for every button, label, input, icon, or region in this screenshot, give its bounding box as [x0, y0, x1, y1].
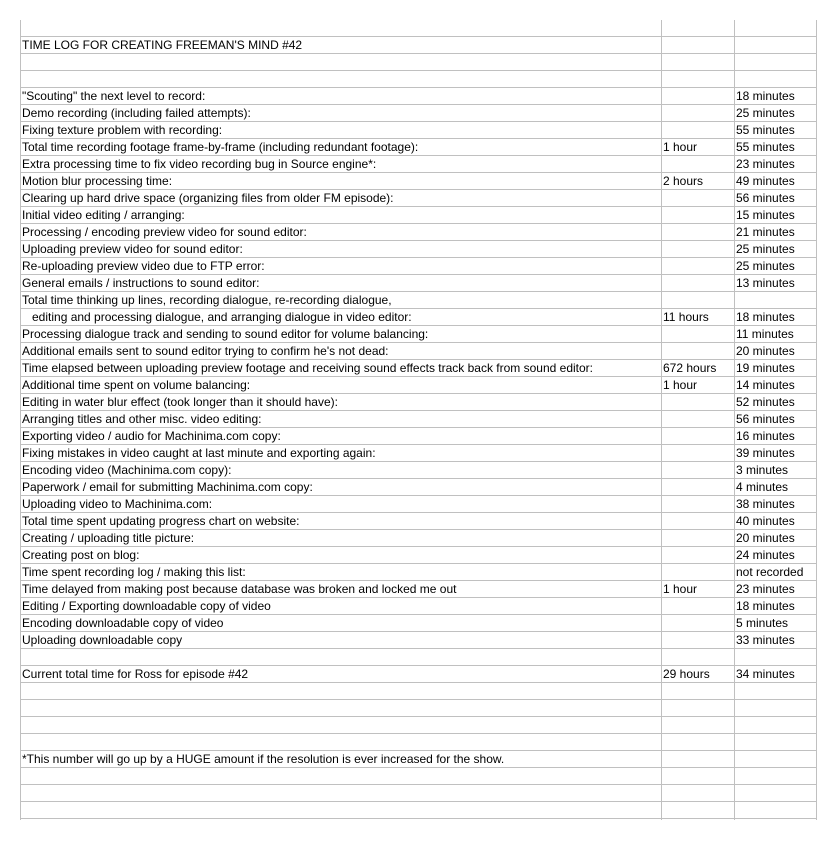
- description-cell[interactable]: Processing dialogue track and sending to sound editor for volume balancing:: [22, 327, 429, 341]
- table-row: [20, 326, 817, 343]
- table-row: [20, 598, 817, 615]
- description-cell[interactable]: Fixing mistakes in video caught at last minute and exporting again:: [22, 446, 376, 460]
- table-row: [20, 479, 817, 496]
- minutes-cell[interactable]: 11 minutes: [736, 327, 794, 341]
- table-row: [20, 547, 817, 564]
- minutes-cell[interactable]: 33 minutes: [736, 633, 795, 647]
- minutes-cell[interactable]: 56 minutes: [736, 412, 795, 426]
- hours-cell[interactable]: 1 hour: [663, 378, 698, 392]
- table-row: [20, 632, 817, 649]
- description-cell[interactable]: Clearing up hard drive space (organizing files from older FM episode):: [22, 191, 394, 205]
- description-cell[interactable]: "Scouting" the next level to record:: [22, 89, 206, 103]
- description-cell[interactable]: Extra processing time to fix video recording bug in Source engine*:: [22, 157, 377, 171]
- table-row: [20, 428, 817, 445]
- table-row: [20, 564, 817, 581]
- minutes-cell[interactable]: 49 minutes: [736, 174, 795, 188]
- minutes-cell[interactable]: 20 minutes: [736, 531, 795, 545]
- minutes-cell[interactable]: 55 minutes: [736, 140, 795, 154]
- table-row: [20, 581, 817, 598]
- hours-cell[interactable]: 1 hour: [663, 582, 698, 596]
- table-row: [20, 122, 817, 139]
- description-cell[interactable]: Editing / Exporting downloadable copy of video: [22, 599, 271, 613]
- description-cell[interactable]: Total time recording footage frame-by-frame (including redundant footage):: [22, 140, 419, 154]
- description-cell[interactable]: TIME LOG FOR CREATING FREEMAN'S MIND #42: [22, 38, 303, 52]
- minutes-cell[interactable]: 4 minutes: [736, 480, 789, 494]
- table-row: [20, 496, 817, 513]
- description-cell[interactable]: Editing in water blur effect (took longer than it should have):: [22, 395, 338, 409]
- description-cell[interactable]: Additional time spent on volume balancing:: [22, 378, 251, 392]
- description-cell[interactable]: Demo recording (including failed attempts):: [22, 106, 251, 120]
- hours-cell[interactable]: 29 hours: [663, 667, 710, 681]
- minutes-cell[interactable]: 14 minutes: [736, 378, 795, 392]
- minutes-cell[interactable]: not recorded: [736, 565, 804, 579]
- table-row: [20, 190, 817, 207]
- table-row: [20, 20, 817, 37]
- minutes-cell[interactable]: 13 minutes: [736, 276, 795, 290]
- description-cell[interactable]: Fixing texture problem with recording:: [22, 123, 223, 137]
- table-row: [20, 139, 817, 156]
- table-row: [20, 802, 817, 819]
- table-row: [20, 615, 817, 632]
- hours-cell[interactable]: 11 hours: [663, 310, 709, 324]
- minutes-cell[interactable]: 23 minutes: [736, 157, 795, 171]
- minutes-cell[interactable]: 18 minutes: [736, 89, 795, 103]
- hours-cell[interactable]: 672 hours: [663, 361, 717, 375]
- table-row: [20, 207, 817, 224]
- description-cell[interactable]: Encoding downloadable copy of video: [22, 616, 224, 630]
- table-row: [20, 462, 817, 479]
- minutes-cell[interactable]: 56 minutes: [736, 191, 795, 205]
- table-row: [20, 105, 817, 122]
- minutes-cell[interactable]: 40 minutes: [736, 514, 795, 528]
- table-row: [20, 683, 817, 700]
- table-row: [20, 666, 817, 683]
- minutes-cell[interactable]: 39 minutes: [736, 446, 795, 460]
- minutes-cell[interactable]: 52 minutes: [736, 395, 795, 409]
- description-cell[interactable]: Initial video editing / arranging:: [22, 208, 185, 222]
- table-row: [20, 768, 817, 785]
- table-row: [20, 224, 817, 241]
- minutes-cell[interactable]: 19 minutes: [736, 361, 795, 375]
- minutes-cell[interactable]: 21 minutes: [736, 225, 795, 239]
- description-cell[interactable]: Uploading downloadable copy: [22, 633, 183, 647]
- table-row: [20, 360, 817, 377]
- description-cell[interactable]: Motion blur processing time:: [22, 174, 173, 188]
- minutes-cell[interactable]: 15 minutes: [736, 208, 795, 222]
- minutes-cell[interactable]: 16 minutes: [736, 429, 795, 443]
- table-row: [20, 717, 817, 734]
- table-row: [20, 377, 817, 394]
- table-row: [20, 258, 817, 275]
- description-cell[interactable]: editing and processing dialogue, and arranging dialogue in video editor:: [22, 310, 412, 324]
- hours-cell[interactable]: 1 hour: [663, 140, 698, 154]
- minutes-cell[interactable]: 18 minutes: [736, 310, 795, 324]
- minutes-cell[interactable]: 55 minutes: [736, 123, 795, 137]
- table-row: [20, 700, 817, 717]
- description-cell[interactable]: Creating post on blog:: [22, 548, 140, 562]
- description-cell[interactable]: Additional emails sent to sound editor trying to confirm he's not dead:: [22, 344, 389, 358]
- description-cell[interactable]: Time delayed from making post because database was broken and locked me out: [22, 582, 457, 596]
- table-row: [20, 241, 817, 258]
- table-row: [20, 71, 817, 88]
- minutes-cell[interactable]: 25 minutes: [736, 259, 795, 273]
- description-cell[interactable]: Time elapsed between uploading preview footage and receiving sound effects track back from sound editor:: [22, 361, 594, 375]
- minutes-cell[interactable]: 25 minutes: [736, 106, 795, 120]
- table-row: [20, 445, 817, 462]
- table-row: [20, 513, 817, 530]
- minutes-cell[interactable]: 3 minutes: [736, 463, 789, 477]
- table-row: [20, 275, 817, 292]
- table-row: [20, 751, 817, 768]
- table-row: [20, 309, 817, 326]
- table-row: [20, 173, 817, 190]
- table-row: [20, 156, 817, 173]
- description-cell[interactable]: Uploading preview video for sound editor:: [22, 242, 243, 256]
- table-row: [20, 530, 817, 547]
- table-row: [20, 54, 817, 71]
- description-cell[interactable]: Encoding video (Machinima.com copy):: [22, 463, 232, 477]
- description-cell[interactable]: Uploading video to Machinima.com:: [22, 497, 213, 511]
- minutes-cell[interactable]: 38 minutes: [736, 497, 795, 511]
- description-cell[interactable]: Time spent recording log / making this list:: [22, 565, 246, 579]
- minutes-cell[interactable]: 20 minutes: [736, 344, 795, 358]
- description-cell[interactable]: Creating / uploading title picture:: [22, 531, 195, 545]
- table-row: [20, 292, 817, 309]
- table-row: [20, 37, 817, 54]
- hours-cell[interactable]: 2 hours: [663, 174, 704, 188]
- description-cell[interactable]: Arranging titles and other misc. video editing:: [22, 412, 262, 426]
- minutes-cell[interactable]: 5 minutes: [736, 616, 789, 630]
- description-cell[interactable]: Total time spent updating progress chart on website:: [22, 514, 300, 528]
- description-cell[interactable]: *This number will go up by a HUGE amount if the resolution is ever increased for the show.: [22, 752, 505, 766]
- description-cell[interactable]: Current total time for Ross for episode #42: [22, 667, 249, 681]
- table-row: [20, 394, 817, 411]
- table-row: [20, 411, 817, 428]
- minutes-cell[interactable]: 34 minutes: [736, 667, 795, 681]
- table-row: [20, 649, 817, 666]
- description-cell[interactable]: Total time thinking up lines, recording dialogue, re-recording dialogue,: [22, 293, 392, 307]
- description-cell[interactable]: Processing / encoding preview video for sound editor:: [22, 225, 307, 239]
- description-cell[interactable]: Exporting video / audio for Machinima.com copy:: [22, 429, 281, 443]
- table-row: [20, 88, 817, 105]
- table-row: [20, 343, 817, 360]
- minutes-cell[interactable]: 23 minutes: [736, 582, 795, 596]
- minutes-cell[interactable]: 18 minutes: [736, 599, 795, 613]
- description-cell[interactable]: General emails / instructions to sound editor:: [22, 276, 260, 290]
- table-row: [20, 734, 817, 751]
- minutes-cell[interactable]: 24 minutes: [736, 548, 795, 562]
- description-cell[interactable]: Paperwork / email for submitting Machinima.com copy:: [22, 480, 313, 494]
- description-cell[interactable]: Re-uploading preview video due to FTP error:: [22, 259, 265, 273]
- table-row: [20, 785, 817, 802]
- minutes-cell[interactable]: 25 minutes: [736, 242, 795, 256]
